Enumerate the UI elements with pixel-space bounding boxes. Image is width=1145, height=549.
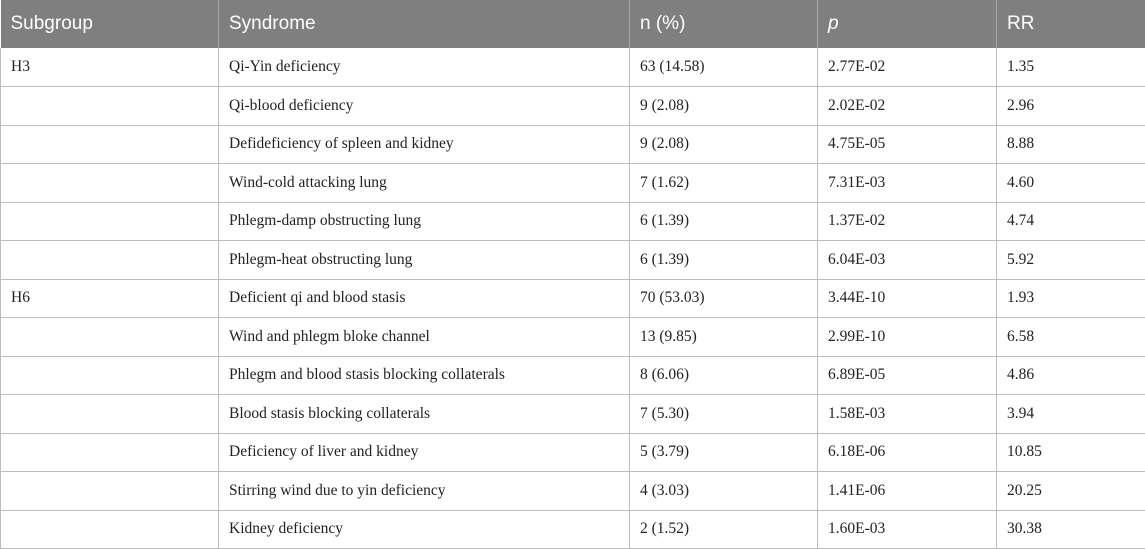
cell-rr: 4.60 bbox=[997, 164, 1145, 203]
cell-rr: 20.25 bbox=[997, 472, 1145, 511]
cell-n-percent: 6 (1.39) bbox=[630, 241, 818, 280]
header-row bbox=[1, 0, 1145, 48]
cell-syndrome: Qi-Yin deficiency bbox=[219, 48, 630, 87]
cell-rr: 4.74 bbox=[997, 202, 1145, 241]
cell-syndrome: Kidney deficiency bbox=[219, 510, 630, 549]
table-body bbox=[1, 48, 1145, 549]
cell-subgroup bbox=[1, 202, 219, 241]
cell-syndrome: Qi-blood deficiency bbox=[219, 87, 630, 126]
table-row bbox=[1, 279, 1145, 318]
cell-syndrome: Blood stasis blocking collaterals bbox=[219, 395, 630, 434]
cell-n-percent: 9 (2.08) bbox=[630, 125, 818, 164]
cell-n-percent: 63 (14.58) bbox=[630, 48, 818, 87]
cell-rr: 2.96 bbox=[997, 87, 1145, 126]
cell-n-percent: 6 (1.39) bbox=[630, 202, 818, 241]
cell-subgroup bbox=[1, 164, 219, 203]
cell-rr: 1.93 bbox=[997, 279, 1145, 318]
table-row bbox=[1, 87, 1145, 126]
cell-n-percent: 5 (3.79) bbox=[630, 433, 818, 472]
cell-rr: 3.94 bbox=[997, 395, 1145, 434]
table-row bbox=[1, 472, 1145, 511]
cell-p: 1.41E-06 bbox=[818, 472, 997, 511]
cell-syndrome: Deficient qi and blood stasis bbox=[219, 279, 630, 318]
cell-p: 6.18E-06 bbox=[818, 433, 997, 472]
cell-rr: 4.86 bbox=[997, 356, 1145, 395]
cell-rr: 8.88 bbox=[997, 125, 1145, 164]
cell-rr: 10.85 bbox=[997, 433, 1145, 472]
cell-subgroup bbox=[1, 241, 219, 280]
cell-n-percent: 13 (9.85) bbox=[630, 318, 818, 357]
cell-syndrome: Wind and phlegm bloke channel bbox=[219, 318, 630, 357]
table-row bbox=[1, 395, 1145, 434]
cell-subgroup bbox=[1, 395, 219, 434]
cell-subgroup bbox=[1, 472, 219, 511]
cell-p: 2.99E-10 bbox=[818, 318, 997, 357]
cell-n-percent: 8 (6.06) bbox=[630, 356, 818, 395]
cell-n-percent: 2 (1.52) bbox=[630, 510, 818, 549]
cell-n-percent: 4 (3.03) bbox=[630, 472, 818, 511]
cell-p: 6.04E-03 bbox=[818, 241, 997, 280]
cell-rr: 30.38 bbox=[997, 510, 1145, 549]
cell-n-percent: 7 (1.62) bbox=[630, 164, 818, 203]
header-subgroup: Subgroup bbox=[1, 0, 219, 48]
table-row bbox=[1, 241, 1145, 280]
cell-syndrome: Phlegm-damp obstructing lung bbox=[219, 202, 630, 241]
cell-syndrome: Defideficiency of spleen and kidney bbox=[219, 125, 630, 164]
cell-subgroup bbox=[1, 87, 219, 126]
cell-subgroup bbox=[1, 356, 219, 395]
cell-p: 1.37E-02 bbox=[818, 202, 997, 241]
cell-p: 2.77E-02 bbox=[818, 48, 997, 87]
cell-subgroup: H6 bbox=[1, 279, 219, 318]
cell-p: 4.75E-05 bbox=[818, 125, 997, 164]
cell-syndrome: Stirring wind due to yin deficiency bbox=[219, 472, 630, 511]
table-row bbox=[1, 48, 1145, 87]
table-row bbox=[1, 356, 1145, 395]
cell-n-percent: 7 (5.30) bbox=[630, 395, 818, 434]
cell-subgroup bbox=[1, 318, 219, 357]
header-rr: RR bbox=[1007, 13, 1035, 34]
header-p: p bbox=[818, 0, 997, 48]
header-syndrome: Syndrome bbox=[219, 0, 630, 48]
cell-subgroup bbox=[1, 125, 219, 164]
cell-p: 7.31E-03 bbox=[818, 164, 997, 203]
cell-subgroup bbox=[1, 433, 219, 472]
cell-rr: 6.58 bbox=[997, 318, 1145, 357]
cell-subgroup: H3 bbox=[1, 48, 219, 87]
cell-rr: 5.92 bbox=[997, 241, 1145, 280]
cell-subgroup bbox=[1, 510, 219, 549]
table-row bbox=[1, 202, 1145, 241]
table-row bbox=[1, 164, 1145, 203]
table-row bbox=[1, 125, 1145, 164]
table-row bbox=[1, 433, 1145, 472]
cell-n-percent: 9 (2.08) bbox=[630, 87, 818, 126]
table-row bbox=[1, 510, 1145, 549]
header-n-percent: n (%) bbox=[630, 0, 818, 48]
cell-syndrome: Phlegm-heat obstructing lung bbox=[219, 241, 630, 280]
table-row bbox=[1, 318, 1145, 357]
cell-p: 2.02E-02 bbox=[818, 87, 997, 126]
cell-p: 1.58E-03 bbox=[818, 395, 997, 434]
cell-syndrome: Phlegm and blood stasis blocking collaterals bbox=[219, 356, 630, 395]
table-header bbox=[1, 0, 1145, 48]
cell-rr: 1.35 bbox=[997, 48, 1145, 87]
cell-syndrome: Deficiency of liver and kidney bbox=[219, 433, 630, 472]
cell-n-percent: 70 (53.03) bbox=[630, 279, 818, 318]
cell-syndrome: Wind-cold attacking lung bbox=[219, 164, 630, 203]
cell-p: 6.89E-05 bbox=[818, 356, 997, 395]
cell-p: 3.44E-10 bbox=[818, 279, 997, 318]
cell-p: 1.60E-03 bbox=[818, 510, 997, 549]
